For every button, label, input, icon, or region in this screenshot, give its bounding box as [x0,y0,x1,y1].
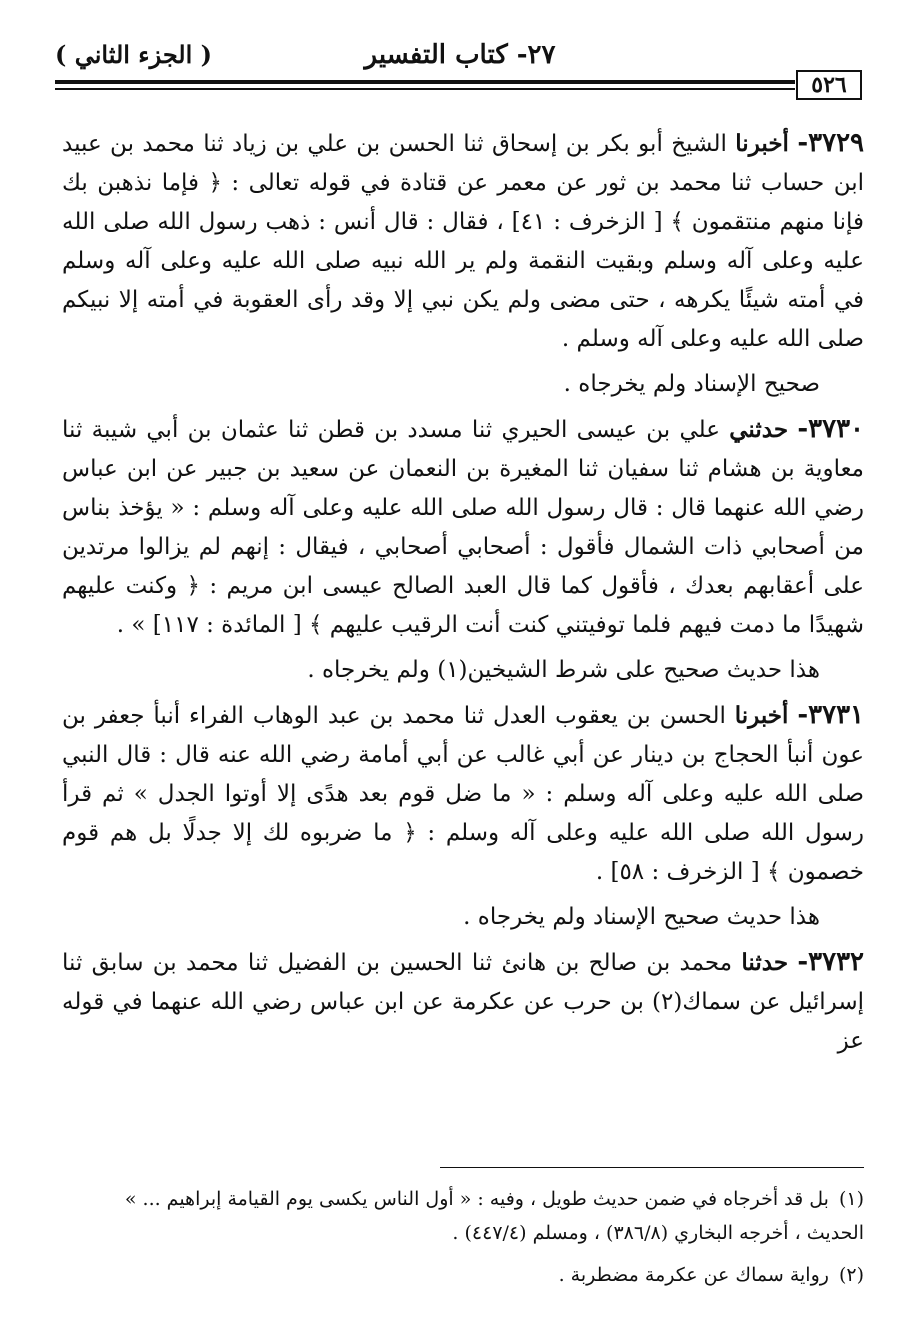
footnote-number: (١) [838,1188,864,1210]
hadith-number: ٣٧٣٠- [797,414,864,444]
hadith-3731 [62,696,864,892]
footnote-text: بل قد أخرجاه في ضمن حديث طويل ، وفيه : « أول الناس يكسى يوم القيامة إبراهيم ... » الحديث ، أخرجه البخاري (٣٨٦/٨) ، ومسلم (٤٤٧/٤) . [124,1188,864,1244]
footnote-text: رواية سماك عن عكرمة مضطربة . [558,1264,829,1286]
hadith-text: محمد بن صالح بن هانئ ثنا الحسين بن الفضيل ثنا محمد بن سابق ثنا إسرائيل عن سماك(٢) بن حرب عن عكرمة عن ابن عباس رضي الله عنهما في قوله عز [62,950,864,1054]
running-header [55,36,865,76]
hadith-number: ٣٧٣٢- [797,947,864,977]
hadith-3729 [62,124,864,359]
header-rule-thin [55,88,795,90]
chapter-title: ٢٧- كتاب التفسير [364,40,556,70]
hadith-lead-word: حدثنا [741,949,789,976]
hadith-grade: هذا حديث صحيح على شرط الشيخين(١) ولم يخرجاه . [307,657,820,683]
hadith-number: ٣٧٣١- [797,700,864,730]
hadith-number: ٣٧٢٩- [797,128,864,158]
hadith-grade: صحيح الإسناد ولم يخرجاه . [563,371,820,397]
header-rule-thick [55,80,795,84]
volume-label: ( الجزء الثاني ) [55,40,212,69]
footnote-number: (٢) [838,1264,864,1286]
hadith-text: الشيخ أبو بكر بن إسحاق ثنا الحسن بن علي بن زياد ثنا محمد بن عبيد ابن حساب ثنا محمد بن ثور عن معمر عن قتادة في قوله تعالى : ﴿ فإما نذهبن بك فإنا منهم منتقمون ﴾ [ الزخرف : ٤١] ، فقال : قال أنس : ذهب رسول الله صلى الله عليه وعلى آله وسلم وبقيت النقمة ولم ير الله نبيه صلى الله عليه وعلى آله وسلم في أمته شيئًا يكرهه ، حتى مضى ولم يكن نبي إلا وقد رأى العقوبة في أمته إلا نبيكم صلى الله عليه وعلى آله وسلم . [62,131,865,352]
hadith-lead-word: أخبرنا [735,130,789,157]
hadith-lead-word: حدثني [729,416,789,443]
footnote-separator [440,1167,864,1168]
hadith-grade: هذا حديث صحيح الإسناد ولم يخرجاه . [463,904,820,930]
hadith-text: الحسن بن يعقوب العدل ثنا محمد بن عبد الوهاب الفراء أنبأ جعفر بن عون أنبأ الحجاج بن دينار عن أبي غالب عن أبي أمامة رضي الله عنه قال : قال النبي صلى الله عليه وعلى آله وسلم : « ما ضل قوم بعد هدًى إلا أوتوا الجدل » ثم قرأ رسول الله صلى الله عليه وعلى آله وسلم : ﴿ ما ضربوه لك إلا جدلًا بل هم قوم خصمون ﴾ [ الزخرف : ٥٨] . [62,703,864,885]
hadith-lead-word: أخبرنا [734,702,789,729]
footnotes [62,1182,864,1300]
page-number: ٥٢٦ [796,70,862,100]
footnote-2 [62,1258,864,1292]
hadith-3732 [62,943,864,1061]
hadith-text: علي بن عيسى الحيري ثنا مسدد بن قطن ثنا عثمان بن أبي شيبة ثنا معاوية بن هشام ثنا سفيان ثنا المغيرة بن النعمان عن سعيد بن جبير عن ابن عباس رضي الله عنهما قال : قال رسول الله صلى الله عليه وعلى آله وسلم : « يؤخذ بناس من أصحابي ذات الشمال فأقول : أصحابي أصحابي ، فيقال : إنهم لم يزالوا مرتدين على أعقابهم بعدك ، فأقول كما قال العبد الصالح عيسى ابن مريم : ﴿ وكنت عليهم شهيدًا ما دمت فيهم فلما توفيتني كنت أنت الرقيب عليهم ﴾ [ المائدة : ١١٧] » . [62,417,864,638]
main-text [62,124,864,1061]
footnote-1 [62,1182,864,1250]
hadith-3730 [62,410,864,645]
